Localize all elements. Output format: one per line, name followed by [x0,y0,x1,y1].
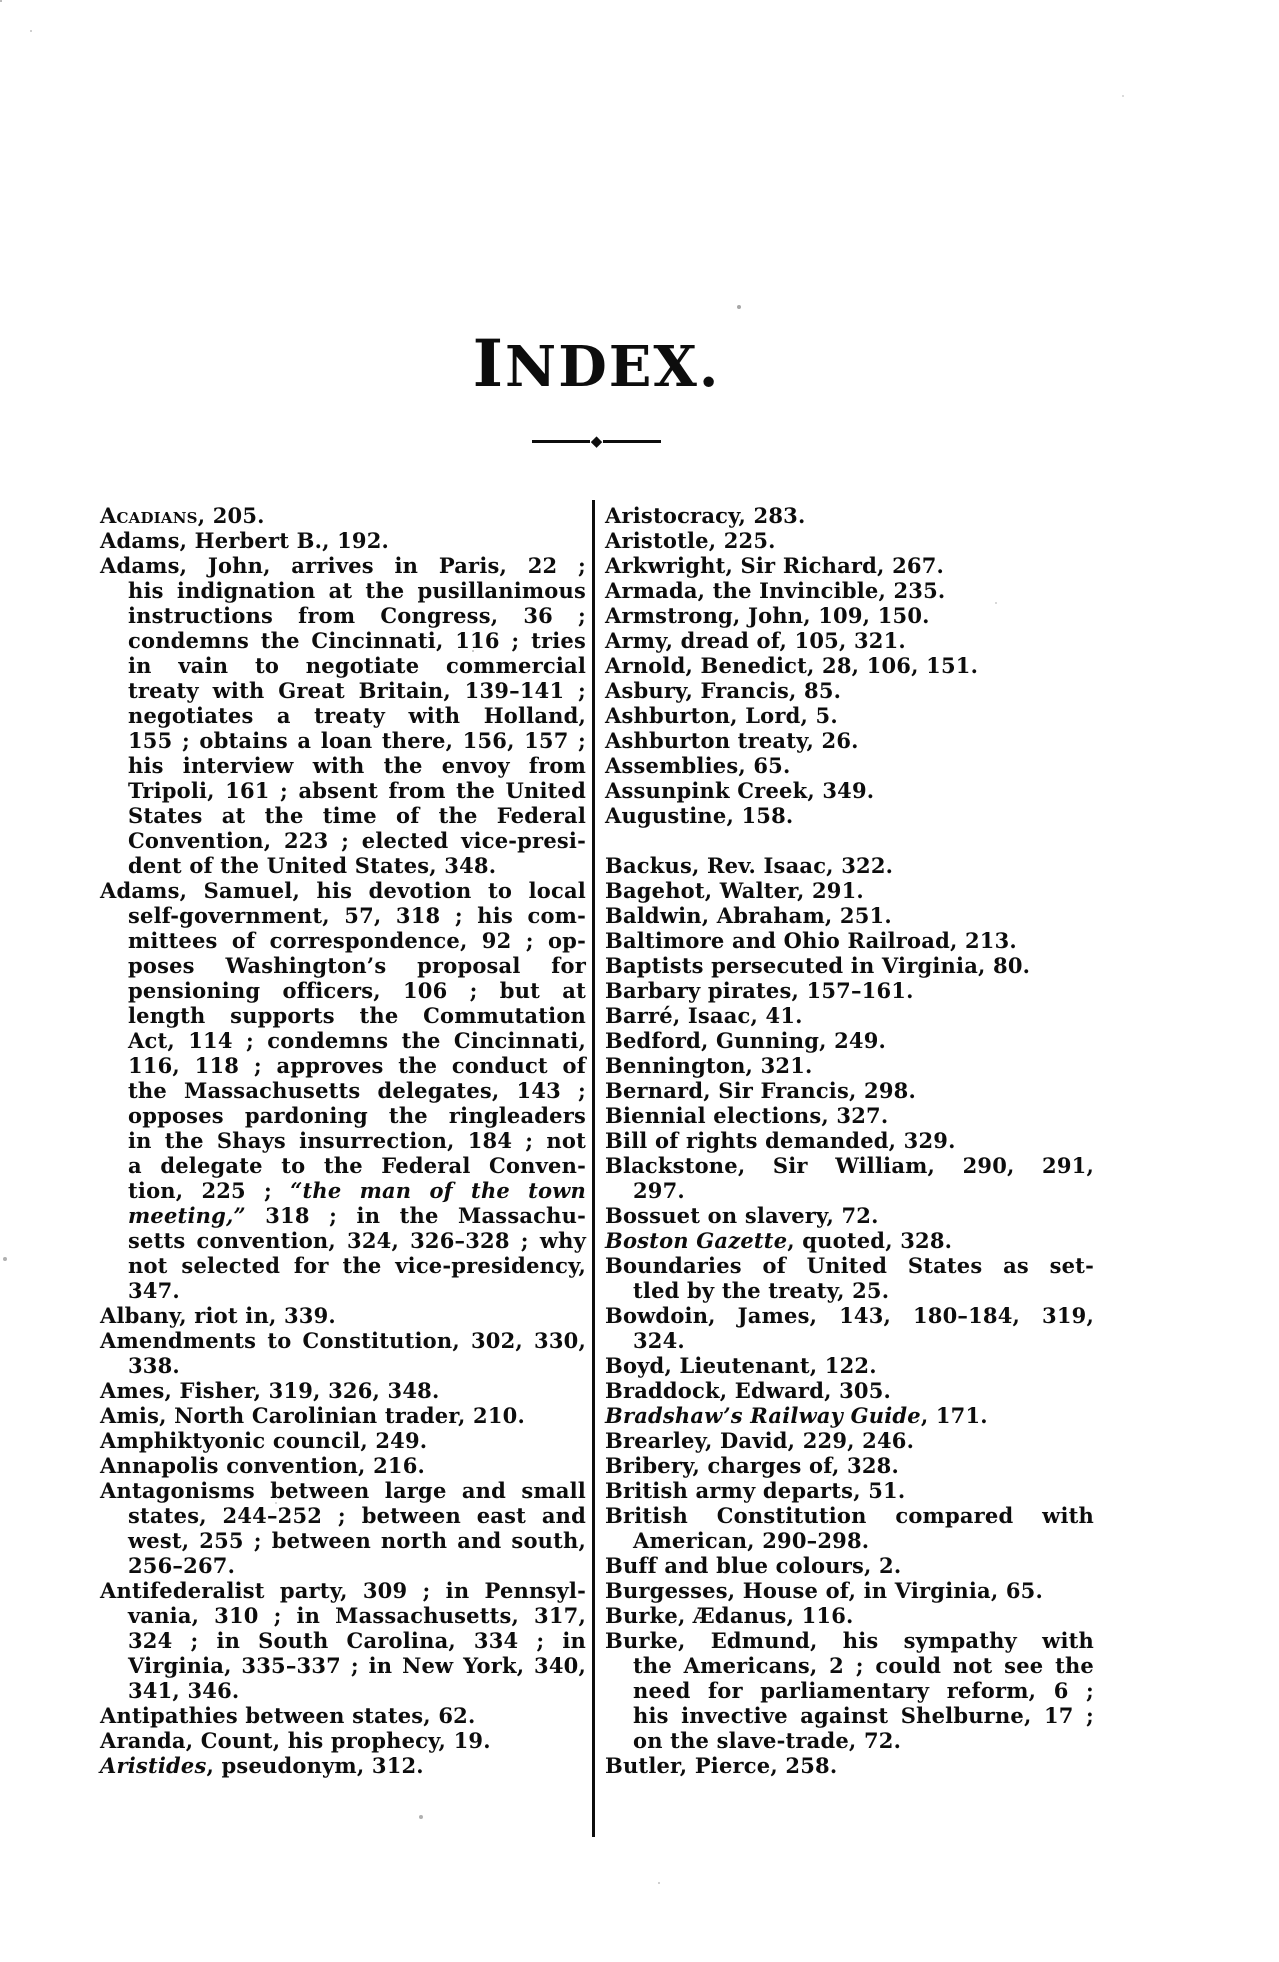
index-line: Convention, 223 ; elected vice-presi- [128,828,586,853]
index-line: Antipathies between states, 62. [100,1703,476,1728]
index-line: Bribery, charges of, 328. [605,1453,899,1478]
index-line: Annapolis convention, 216. [100,1453,426,1478]
index-line: west, 255 ; between north and south, [128,1528,586,1553]
index-line: Bradshaw’s Railway Guide, 171. [605,1403,988,1428]
index-line: his invective against Shelburne, 17 ; [633,1703,1094,1728]
index-line: Brearley, David, 229, 246. [605,1428,915,1453]
index-line: Bagehot, Walter, 291. [605,878,864,903]
index-line: Armstrong, John, 109, 150. [605,603,930,628]
index-line: Armada, the Invincible, 235. [605,578,946,603]
index-line: British Constitution compared with [605,1503,1094,1528]
index-line: length supports the Commutation [128,1003,586,1028]
index-line: Aristides, pseudonym, 312. [100,1753,424,1778]
index-line: Assemblies, 65. [605,753,791,778]
index-line: in the Shays insurrection, 184 ; not [128,1128,586,1153]
index-line: Bernard, Sir Francis, 298. [605,1078,916,1103]
index-line: 338. [128,1353,180,1378]
index-line: Virginia, 335–337 ; in New York, 340, [128,1653,586,1678]
title-divider [100,430,1093,452]
index-line: Bedford, Gunning, 249. [605,1028,887,1053]
index-line: his interview with the envoy from [128,753,586,778]
index-line: treaty with Great Britain, 139–141 ; [128,678,586,703]
index-line: Aranda, Count, his prophecy, 19. [100,1728,491,1753]
index-line: Arkwright, Sir Richard, 267. [605,553,945,578]
index-line: Amphiktyonic council, 249. [100,1428,428,1453]
index-line: in vain to negotiate commercial [128,653,586,678]
index-line: American, 290–298. [633,1528,870,1553]
index-line: Barbary pirates, 157–161. [605,978,914,1003]
index-line: Ashburton, Lord, 5. [605,703,838,728]
index-line: Aristocracy, 283. [605,503,806,528]
scan-noise [0,0,2,2]
index-line: Baldwin, Abraham, 251. [605,903,892,928]
divider-diamond-icon: ◆ [590,432,603,450]
index-line: 324. [633,1328,685,1353]
index-line: Acadians, 205. [100,503,265,528]
index-line: Barré, Isaac, 41. [605,1003,803,1028]
index-line: condemns the Cincinnati, 116 ; tries [128,628,586,653]
index-line: setts convention, 324, 326–328 ; why [128,1228,586,1253]
divider-line-left-icon [532,440,590,443]
index-line: pensioning officers, 106 ; but at [128,978,586,1003]
index-line: Ames, Fisher, 319, 326, 348. [100,1378,440,1403]
index-line: negotiates a treaty with Holland, [128,703,586,728]
divider-line-right-icon [603,440,661,443]
index-line: Amis, North Carolinian trader, 210. [100,1403,525,1428]
index-line: Boundaries of United States as set- [605,1253,1094,1278]
index-line: 347. [128,1278,180,1303]
index-line [605,828,1094,853]
index-line: the Americans, 2 ; could not see the [633,1653,1094,1678]
index-line: a delegate to the Federal Conven- [128,1153,586,1178]
index-line: not selected for the vice-presidency, [128,1253,586,1278]
index-line: States at the time of the Federal [128,803,586,828]
index-line: Baltimore and Ohio Railroad, 213. [605,928,1017,953]
index-line: Braddock, Edward, 305. [605,1378,892,1403]
index-line: mittees of correspondence, 92 ; op- [128,928,586,953]
index-line: Antifederalist party, 309 ; in Pennsyl- [100,1578,586,1603]
index-line: 256–267. [128,1553,236,1578]
index-line: self-government, 57, 318 ; his com- [128,903,586,928]
index-line: Burgesses, House of, in Virginia, 65. [605,1578,1043,1603]
index-line: Butler, Pierce, 258. [605,1753,838,1778]
index-line: 341, 346. [128,1678,240,1703]
index-line: Antagonisms between large and small [100,1478,586,1503]
index-line: 116, 118 ; approves the conduct of [128,1053,586,1078]
index-line: Bossuet on slavery, 72. [605,1203,879,1228]
index-line: Bowdoin, James, 143, 180–184, 319, [605,1303,1094,1328]
index-line: instructions from Congress, 36 ; [128,603,586,628]
index-line: Augustine, 158. [605,803,794,828]
index-line: his indignation at the pusillanimous [128,578,586,603]
index-line: Amendments to Constitution, 302, 330, [100,1328,586,1353]
index-line: Ashburton treaty, 26. [605,728,859,753]
index-line: poses Washington’s proposal for [128,953,586,978]
index-line: on the slave-trade, 72. [633,1728,902,1753]
index-line: opposes pardoning the ringleaders [128,1103,586,1128]
index-line: Asbury, Francis, 85. [605,678,842,703]
index-line: vania, 310 ; in Massachusetts, 317, [128,1603,586,1628]
index-line: British army departs, 51. [605,1478,906,1503]
index-line: Adams, Herbert B., 192. [100,528,390,553]
index-line: Act, 114 ; condemns the Cincinnati, [128,1028,586,1053]
index-line: Albany, riot in, 339. [100,1303,336,1328]
index-line: Aristotle, 225. [605,528,776,553]
index-line: Biennial elections, 327. [605,1103,889,1128]
index-line: Arnold, Benedict, 28, 106, 151. [605,653,979,678]
index-line: 155 ; obtains a loan there, 156, 157 ; [128,728,586,753]
index-column-right [605,503,1094,1778]
index-column-left [100,503,586,1778]
index-line: tled by the treaty, 25. [633,1278,890,1303]
index-line: Backus, Rev. Isaac, 322. [605,853,894,878]
index-line: Bill of rights demanded, 329. [605,1128,956,1153]
index-line: Baptists persecuted in Virginia, 80. [605,953,1031,978]
page-title: INDEX. [472,326,721,402]
index-line: Blackstone, Sir William, 290, 291, [605,1153,1094,1178]
index-line: Boyd, Lieutenant, 122. [605,1353,877,1378]
index-line: Army, dread of, 105, 321. [605,628,906,653]
index-line: 324 ; in South Carolina, 334 ; in [128,1628,586,1653]
index-line: Adams, Samuel, his devotion to local [100,878,586,903]
index-line: 297. [633,1178,685,1203]
index-line: dent of the United States, 348. [128,853,497,878]
index-line: Assunpink Creek, 349. [605,778,875,803]
index-line: meeting,” 318 ; in the Massachu- [128,1203,586,1228]
index-line: Boston Gazette, quoted, 328. [605,1228,953,1253]
index-line: the Massachusetts delegates, 143 ; [128,1078,586,1103]
column-divider-rule [592,500,595,1837]
index-line: Tripoli, 161 ; absent from the United [128,778,586,803]
index-line: states, 244–252 ; between east and [128,1503,586,1528]
index-line: need for parliamentary reform, 6 ; [633,1678,1094,1703]
index-line: Burke, Edmund, his sympathy with [605,1628,1094,1653]
index-line: Adams, John, arrives in Paris, 22 ; [100,553,586,578]
index-line: Buff and blue colours, 2. [605,1553,902,1578]
index-line: tion, 225 ; “the man of the town [128,1178,587,1203]
index-line: Bennington, 321. [605,1053,813,1078]
index-line: Burke, Ædanus, 116. [605,1603,854,1628]
